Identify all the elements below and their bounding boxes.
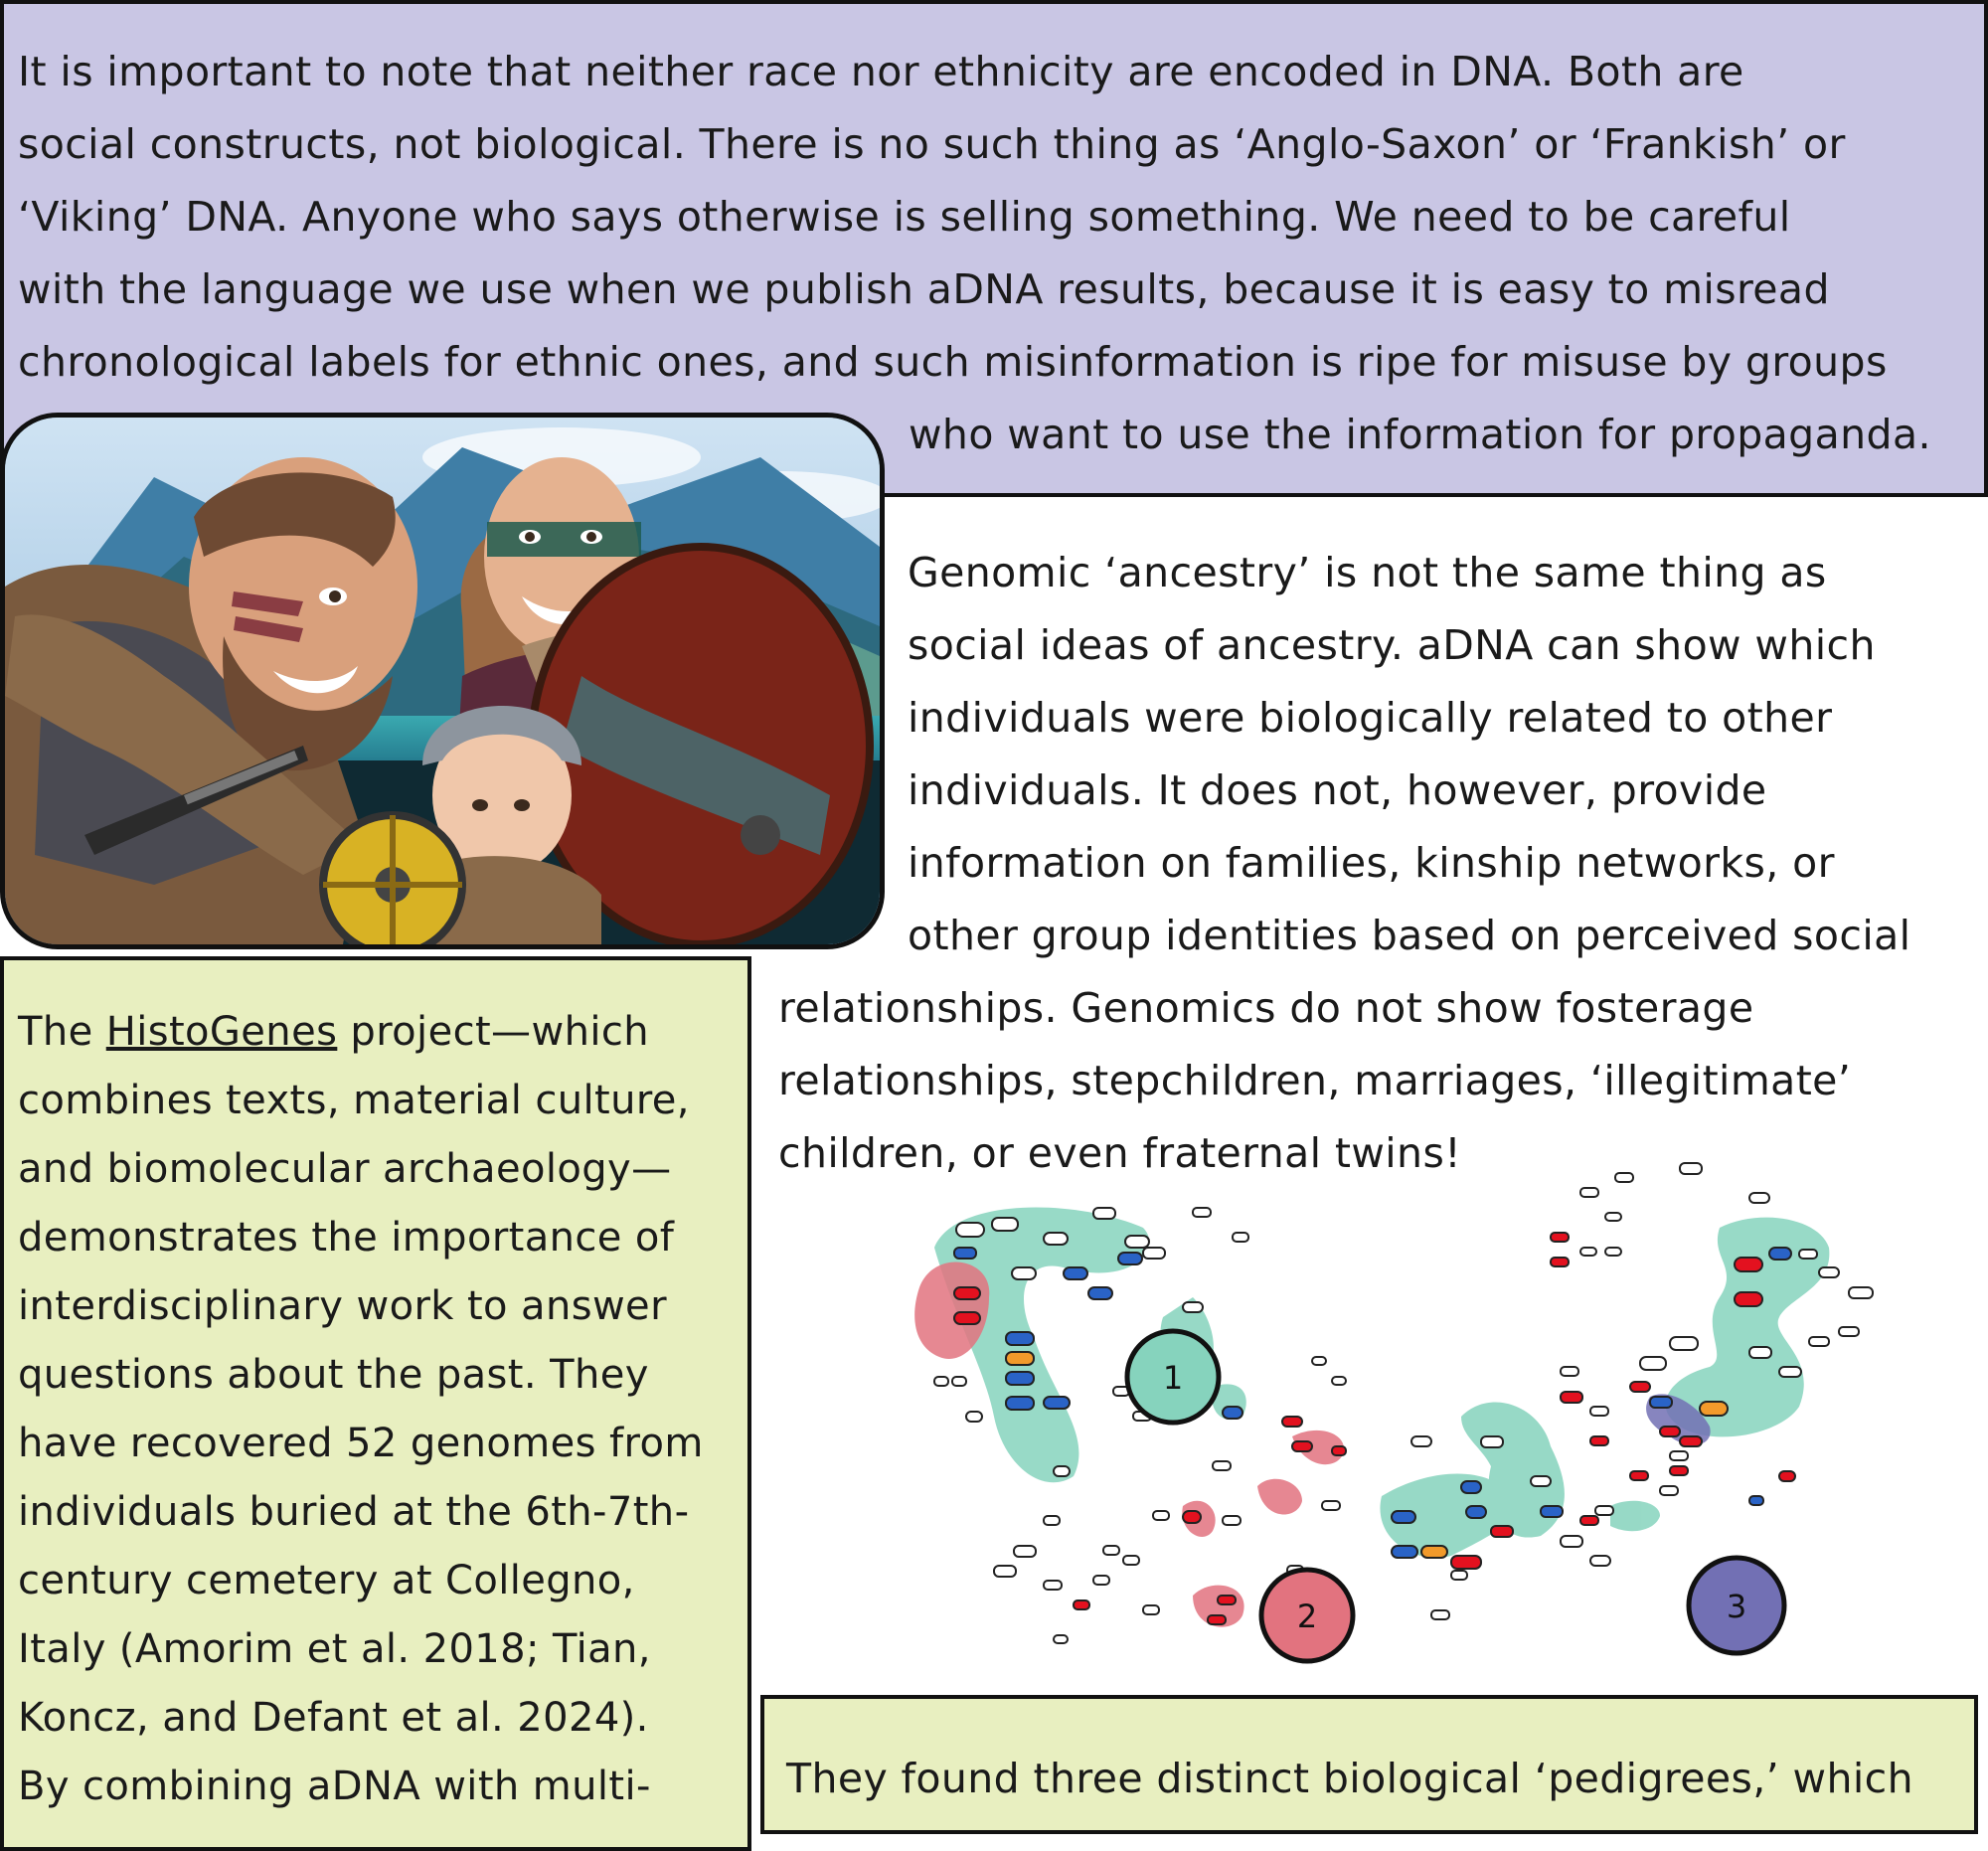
intro-line: social constructs, not biological. There is no such thing as ‘Anglo-Saxon’ or ‘Frankish’ or xyxy=(18,120,1846,168)
ancestry-line: Genomic ‘ancestry’ is not the same thing as xyxy=(908,549,1827,596)
ancestry-line: relationships. Genomics do not show fosterage xyxy=(778,984,1754,1032)
ancestry-line: individuals were biologically related to other xyxy=(908,694,1833,742)
pedigrees-box xyxy=(760,1695,1978,1834)
histogenes-line: questions about the past. They xyxy=(18,1352,649,1398)
ancestry-line: individuals. It does not, however, provide xyxy=(908,766,1767,814)
intro-line: chronological labels for ethnic ones, and such misinformation is ripe for misuse by groups xyxy=(18,338,1888,386)
pedigrees-line: They found three distinct biological ‘pedigrees,’ which xyxy=(786,1755,1913,1802)
intro-line: ‘Viking’ DNA. Anyone who says otherwise is selling something. We need to be careful xyxy=(18,193,1791,241)
intro-line: with the language we use when we publish aDNA results, because it is easy to misread xyxy=(18,265,1830,313)
ancestry-line: social ideas of ancestry. aDNA can show which xyxy=(908,621,1876,669)
histogenes-line: century cemetery at Collegno, xyxy=(18,1558,635,1603)
histogenes-line xyxy=(18,996,649,1070)
histogenes-line: Koncz, and Defant et al. 2024). xyxy=(18,1695,649,1741)
intro-line: who want to use the information for propaganda. xyxy=(909,411,1931,458)
histogenes-prefix: The xyxy=(18,1009,106,1055)
histogenes-line: individuals buried at the 6th-7th- xyxy=(18,1489,690,1535)
ancestry-line: relationships, stepchildren, marriages, ‘illegitimate’ xyxy=(778,1057,1852,1104)
histogenes-line: and biomolecular archaeology— xyxy=(18,1146,672,1192)
family-illustration xyxy=(0,413,885,949)
pedigree-2-marker xyxy=(1261,1570,1353,1661)
pedigree-3-marker xyxy=(1689,1558,1784,1653)
ancestry-line: other group identities based on perceived social xyxy=(908,912,1911,959)
histogenes-line: have recovered 52 genomes from xyxy=(18,1421,704,1466)
grave-markers xyxy=(954,1233,1795,1624)
ancestry-line: information on families, kinship networks, or xyxy=(908,839,1835,887)
pedigree-3-label: 3 xyxy=(1726,1588,1747,1625)
histogenes-line: demonstrates the importance of xyxy=(18,1215,675,1261)
histogenes-line: Italy (Amorim et al. 2018; Tian, xyxy=(18,1626,651,1672)
histogenes-box xyxy=(0,956,751,1851)
histogenes-suffix: project—which xyxy=(337,1009,649,1055)
pedigree-2-label: 2 xyxy=(1296,1598,1318,1635)
pedigree-1-label: 1 xyxy=(1162,1359,1184,1397)
pedigree-1-marker xyxy=(1127,1331,1219,1423)
family-illustration-art xyxy=(5,418,880,944)
histogenes-line: By combining aDNA with multi- xyxy=(18,1764,651,1809)
histogenes-link[interactable]: HistoGenes xyxy=(105,1009,338,1055)
cemetery-burial-map xyxy=(895,1138,1908,1725)
histogenes-line: interdisciplinary work to answer xyxy=(18,1283,667,1329)
ancestry-line: children, or even fraternal twins! xyxy=(778,1129,1462,1177)
intro-line: It is important to note that neither race nor ethnicity are encoded in DNA. Both are xyxy=(18,48,1744,95)
histogenes-line: combines texts, material culture, xyxy=(18,1078,690,1123)
